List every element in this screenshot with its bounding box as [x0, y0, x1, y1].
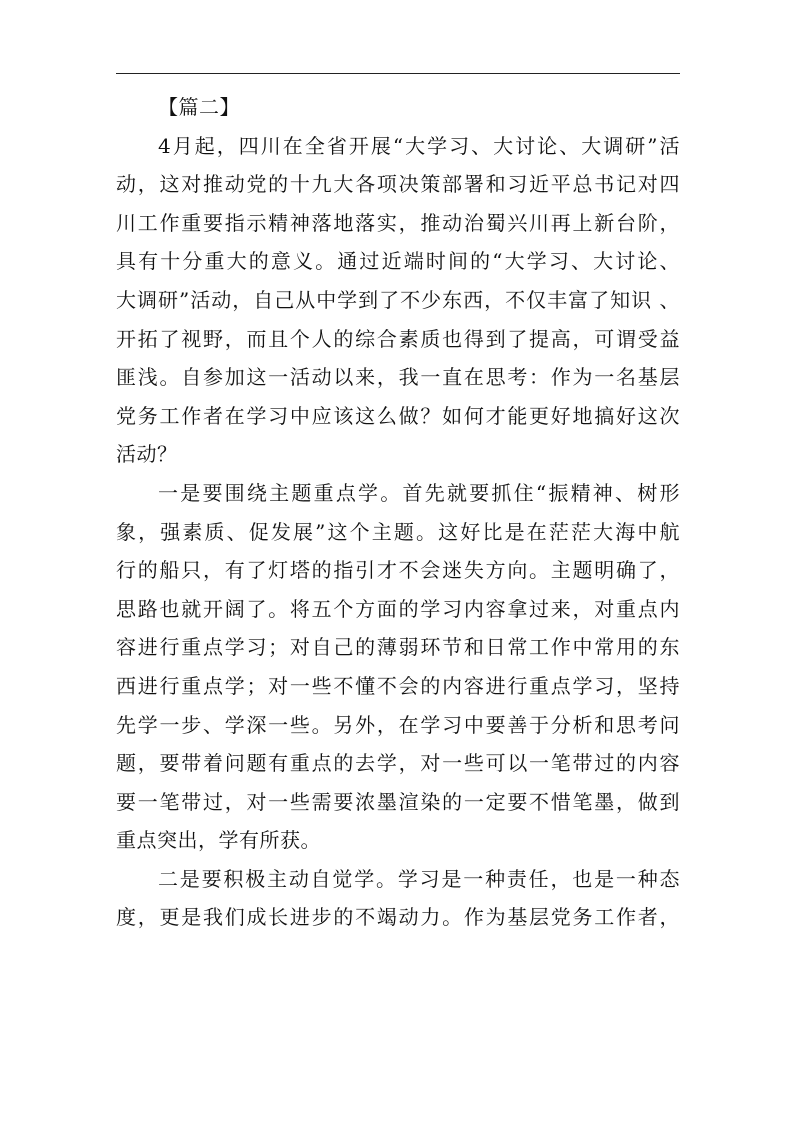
- paragraph-line: 先学一步、学深一些。另外，在学习中要善于分析和思考问: [116, 712, 680, 737]
- paragraph-line: 一是要围绕主题重点学。首先就要抓住“振精神、树形: [158, 480, 680, 505]
- paragraph-2: [116, 474, 680, 860]
- header-rule: [116, 73, 680, 74]
- paragraph-line: 容进行重点学习；对自己的薄弱环节和日常工作中常用的东: [116, 635, 680, 660]
- paragraph-line: 二是要积极主动自觉学。学习是一种责任，也是一种态: [158, 866, 680, 891]
- paragraph-line: 重点突出，学有所获。: [116, 828, 321, 853]
- paragraph-line: 党务工作者在学习中应该这么做？如何才能更好地搞好这次: [116, 403, 680, 428]
- paragraph-line: 具有十分重大的意义。通过近端时间的“大学习、大讨论、: [116, 249, 680, 274]
- paragraph-line: 活动？: [116, 442, 178, 467]
- paragraph-line: 行的船只，有了灯塔的指引才不会迷失方向。主题明确了，: [116, 558, 680, 583]
- paragraph-1: [116, 127, 680, 474]
- paragraph-line: 题，要带着问题有重点的去学，对一些可以一笔带过的内容: [116, 751, 680, 776]
- paragraph-line: 西进行重点学；对一些不懂不会的内容进行重点学习，坚持: [116, 673, 680, 698]
- paragraph-3: [116, 860, 680, 937]
- paragraph-line: 大调研”活动，自己从中学到了不少东西，不仅丰富了知识 、: [116, 287, 680, 312]
- document-body: [116, 88, 680, 937]
- paragraph-line: 度，更是我们成长进步的不竭动力。作为基层党务工作者，: [116, 905, 680, 930]
- paragraph-line: 思路也就开阔了。将五个方面的学习内容拿过来，对重点内: [116, 596, 680, 621]
- paragraph-line: 要一笔带过，对一些需要浓墨渲染的一定要不惜笔墨，做到: [116, 789, 680, 814]
- paragraph-line: 匪浅。自参加这一活动以来，我一直在思考：作为一名基层: [116, 365, 680, 390]
- paragraph-line: 开拓了视野，而且个人的综合素质也得到了提高，可谓受益: [116, 326, 680, 351]
- paragraph-line: 象，强素质、促发展”这个主题。这好比是在茫茫大海中航: [116, 519, 680, 544]
- paragraph-line: 川工作重要指示精神落地落实，推动治蜀兴川再上新台阶，: [116, 210, 680, 235]
- section-heading: 【篇二】: [158, 95, 240, 119]
- paragraph-line: 4月起，四川在全省开展“大学习、大讨论、大调研”活: [158, 133, 680, 158]
- paragraph-line: 动，这对推动党的十九大各项决策部署和习近平总书记对四: [116, 172, 680, 197]
